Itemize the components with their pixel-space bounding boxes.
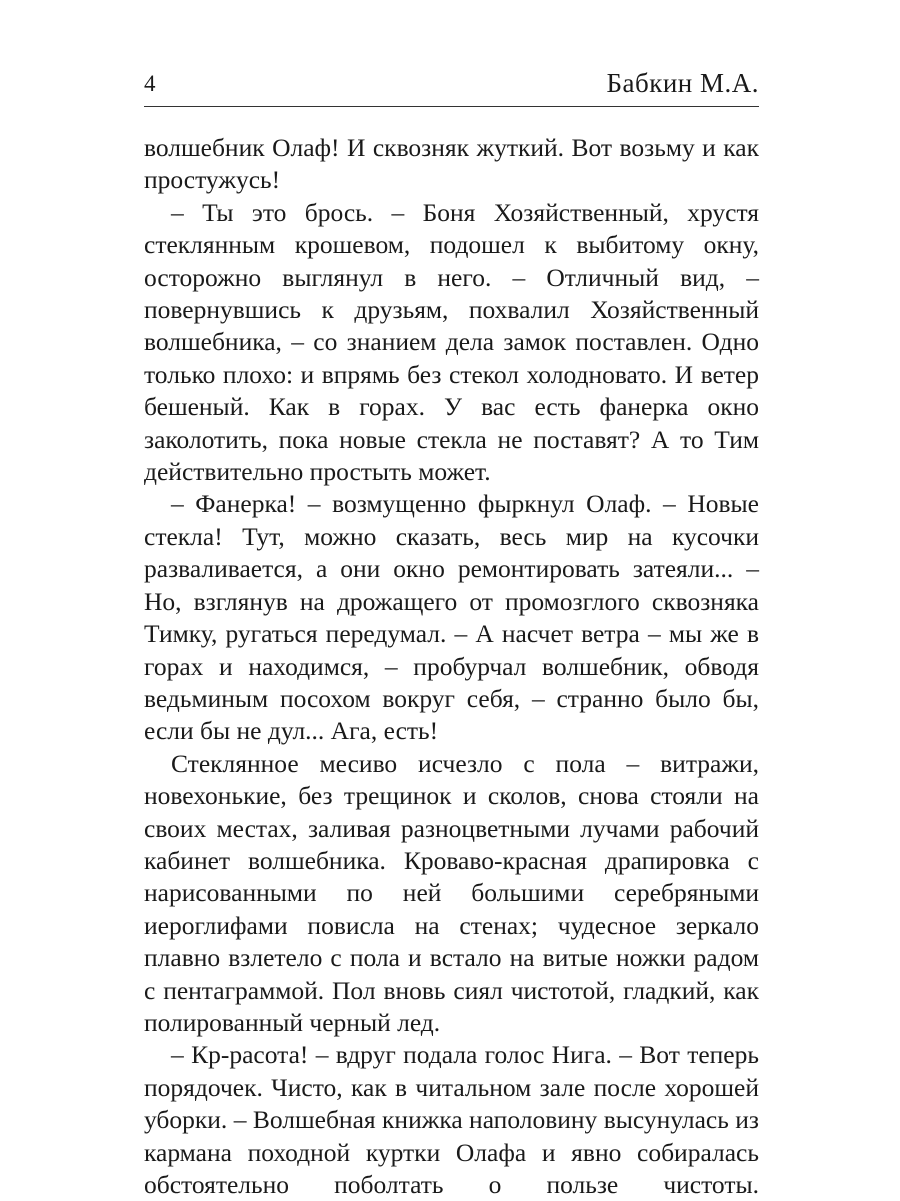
page-number: 4	[144, 71, 156, 96]
paragraph: – Ты это брось. – Боня Хозяйственный, хрустя стеклянным крошевом, подошел к выбитому окну, осторожно выглянул в него. – Отличный вид, – повернувшись к друзьям, похвалил Хозяйственный волшебника, – со знанием дела замок поставлен. Одно только плохо: и впрямь без стекол холодновато. И ветер бешеный. Как в горах. У вас есть фанерка окно заколотить, пока новые стекла не поставят? А то Тим действительно простыть может.	[144, 197, 759, 487]
body-text	[144, 132, 759, 1201]
header-author: Бабкин М.А.	[606, 68, 759, 98]
paragraph: – Кр-расота! – вдруг подала голос Нига. – Вот теперь порядочек. Чисто, как в читальном зале после хорошей уборки. – Волшебная книжка наполовину высунулась из кармана походной куртки Олафа и явно собиралась обстоятельно поболтать о пользе чистоты.	[144, 1040, 759, 1199]
paragraph: волшебник Олаф! И сквозняк жуткий. Вот возьму и как простужусь!	[144, 133, 759, 195]
header-divider	[144, 106, 759, 107]
running-header	[144, 64, 759, 104]
paragraph: Стеклянное месиво исчезло с пола – витражи, новехонькие, без трещинок и сколов, снова стояли на своих местах, заливая разноцветными лучами рабочий кабинет волшебника. Кроваво-красная драпировка с нарисованными по ней большими серебряными иероглифами повисла на стенах; чудесное зеркало плавно взлетело с пола и встало на витые ножки радом с пентаграммой. Пол вновь сиял чистотой, гладкий, как полированный черный лед.	[144, 748, 759, 1037]
paragraph: – Фанерка! – возмущенно фыркнул Олаф. – Новые стекла! Тут, можно сказать, весь мир на кусочки разваливается, а они окно ремонтировать затеяли... – Но, взглянув на дрожащего от промозглого сквозняка Тимку, ругаться передумал. – А насчет ветра – мы же в горах и находимся, – пробурчал волшебник, обводя ведьминым посохом вокруг себя, – странно было бы, если бы не дул... Ага, есть!	[144, 489, 759, 746]
